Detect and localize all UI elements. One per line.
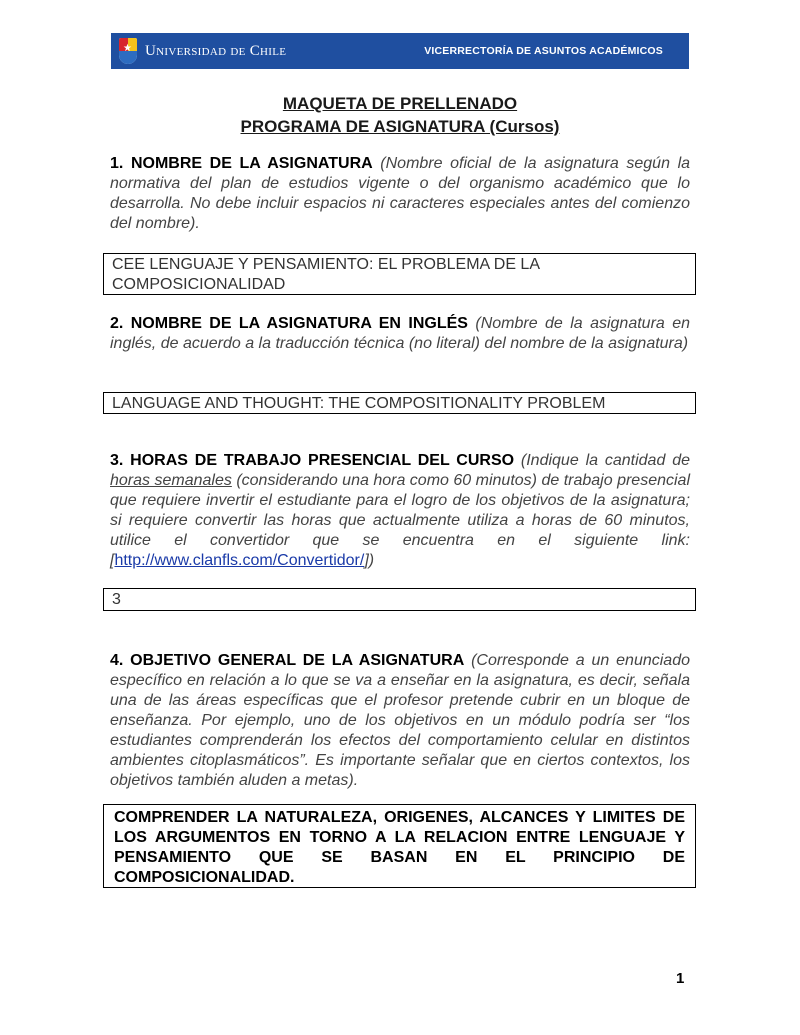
university-logo bbox=[119, 38, 286, 64]
section-2-instruction: (Nombre de la asignatura en inglés, de acuerdo a la traducción técnica (no literal) del nombre de la asignatura) bbox=[110, 315, 691, 352]
section-3-instruction-start: (Indique la cantidad de bbox=[520, 452, 690, 469]
section-2-text bbox=[110, 314, 690, 354]
page-number: 1 bbox=[676, 970, 685, 987]
header-banner bbox=[111, 33, 689, 69]
office-name: VICERRECTORÍA DE ASUNTOS ACADÉMICOS bbox=[424, 45, 663, 57]
section-1-answer-box[interactable] bbox=[103, 253, 696, 295]
section-1-text bbox=[110, 154, 690, 234]
section-4-answer-box[interactable] bbox=[103, 804, 696, 888]
section-3-answer: 3 bbox=[112, 591, 121, 608]
section-1-instruction: (Nombre oficial de la asignatura según la normativa del plan de estudios vigente o del organismo académico que lo desarrolla. No debe incluir espacios ni caracteres especiales antes del comienzo del nombre). bbox=[110, 155, 691, 232]
section-4-heading: 4. OBJETIVO GENERAL DE LA ASIGNATURA bbox=[110, 652, 465, 669]
section-4-answer: COMPRENDER LA NATURALEZA, ORIGENES, ALCANCES Y LIMITES DE LOS ARGUMENTOS EN TORNO A LA RELACION ENTRE LENGUAJE Y PENSAMIENTO QUE SE BASAN EN EL PRINCIPIO DE COMPOSICIONALIDAD. bbox=[114, 809, 685, 886]
section-1-heading: 1. NOMBRE DE LA ASIGNATURA bbox=[110, 155, 373, 172]
section-2-heading: 2. NOMBRE DE LA ASIGNATURA EN INGLÉS bbox=[110, 315, 468, 332]
university-crest-icon: ★ bbox=[119, 38, 137, 64]
section-2-answer-box[interactable] bbox=[103, 392, 696, 414]
section-4-text bbox=[110, 651, 690, 791]
section-3-text bbox=[110, 451, 690, 571]
document-subtitle: PROGRAMA DE ASIGNATURA (Cursos) bbox=[240, 117, 560, 136]
university-name: Universidad de Chile bbox=[145, 42, 287, 59]
section-2-answer: LANGUAGE AND THOUGHT: THE COMPOSITIONALITY PROBLEM bbox=[112, 395, 606, 412]
section-4-instruction: (Corresponde a un enunciado específico en relación a lo que se va a enseñar en la asignatura, es decir, señala una de las áreas específicas que el profesor pretende cubrir en un bloque de enseñanza. Por ejemplo, uno de los objetivos en un módulo podría ser “los estudiantes comprenderán los efectos del comportamiento celular en distintos ambientes citoplasmáticos”. Es importante señalar que en ciertos contextos, los objetivos también aluden a metas). bbox=[110, 652, 690, 789]
document-title: MAQUETA DE PRELLENADO bbox=[282, 94, 518, 113]
section-3-answer-box[interactable] bbox=[103, 588, 696, 611]
section-1-answer: CEE LENGUAJE Y PENSAMIENTO: EL PROBLEMA DE LA COMPOSICIONALIDAD bbox=[112, 256, 540, 293]
converter-link[interactable]: http://www.clanfls.com/Convertidor/ bbox=[114, 552, 365, 569]
section-3-instruction-underlined: horas semanales bbox=[110, 472, 232, 489]
section-3-instruction-middle: (considerando una hora como 60 minutos) de trabajo presencial que requiere invertir el estudiante para el logro de los objetivos de la asignatura; si requiere convertir las horas que actualmente utiliza a horas de 60 minutos, utilice el convertidor que se encuentra en el siguiente link: [ bbox=[110, 472, 691, 569]
section-3-instruction-end: ]) bbox=[364, 552, 375, 569]
section-3-heading: 3. HORAS DE TRABAJO PRESENCIAL DEL CURSO bbox=[110, 452, 515, 469]
